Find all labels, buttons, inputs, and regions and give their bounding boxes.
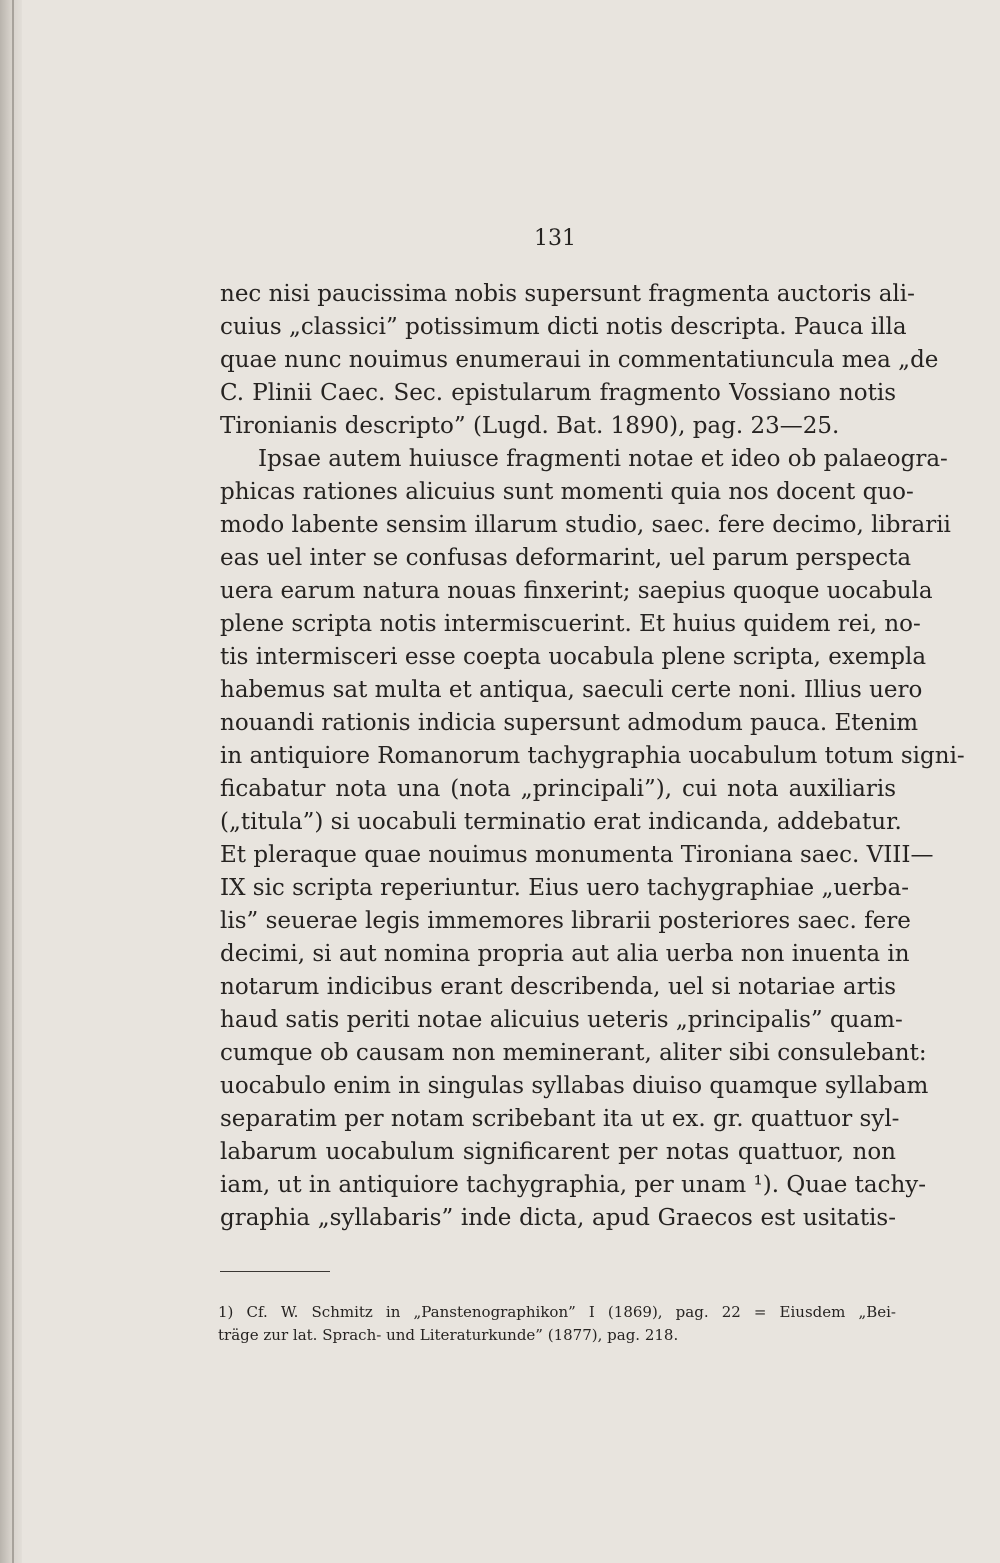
- footnote-line: 1) Cf. W. Schmitz in „Panstenographikon” I (1869), pag. 22 = Eiusdem „Bei-: [218, 1303, 896, 1321]
- text-line: modo labente sensim illarum studio, saec. fere decimo, librarii: [220, 512, 951, 538]
- text-line: decimi, si aut nomina propria aut alia uerba non inuenta in: [220, 941, 910, 967]
- text-line: notarum indicibus erant describenda, uel si notariae artis: [220, 974, 896, 1000]
- text-line: lis” seuerae legis immemores librarii posteriores saec. fere: [220, 908, 911, 934]
- footnote-rule: [220, 1271, 330, 1272]
- text-line: ficabatur nota una (nota „principali”), cui nota auxiliaris: [220, 776, 896, 802]
- page-binding-edge: [0, 0, 22, 1563]
- paragraph-first-line: Ipsae autem huiusce fragmenti notae et ideo ob palaeogra-: [258, 446, 948, 472]
- text-line: cumque ob causam non meminerant, aliter sibi consulebant:: [220, 1040, 927, 1066]
- binding-crease: [12, 0, 14, 1563]
- text-line: quae nunc nouimus enumeraui in commentatiuncula mea „de: [220, 347, 939, 373]
- footnote-line: träge zur lat. Sprach- und Literaturkunde” (1877), pag. 218.: [218, 1326, 679, 1344]
- paragraph-last-line: Tironianis descripto” (Lugd. Bat. 1890), pag. 23—25.: [220, 413, 840, 439]
- text-line: nec nisi paucissima nobis supersunt fragmenta auctoris ali-: [220, 281, 915, 307]
- text-line: Et pleraque quae nouimus monumenta Tironiana saec. VIII—: [220, 842, 934, 868]
- text-line: eas uel inter se confusas deformarint, uel parum perspecta: [220, 545, 912, 571]
- text-line: habemus sat multa et antiqua, saeculi certe noni. Illius uero: [220, 677, 923, 703]
- text-line: separatim per notam scribebant ita ut ex. gr. quattuor syl-: [220, 1106, 900, 1132]
- text-line: labarum uocabulum significarent per notas quattuor, non: [220, 1139, 896, 1165]
- text-line: nouandi rationis indicia supersunt admodum pauca. Etenim: [220, 710, 919, 736]
- text-line: cuius „classici” potissimum dicti notis descripta. Pauca illa: [220, 314, 907, 340]
- text-line: IX sic scripta reperiuntur. Eius uero tachygraphiae „uerba-: [220, 875, 910, 901]
- text-line: tis intermisceri esse coepta uocabula plene scripta, exempla: [220, 644, 927, 670]
- text-line: C. Plinii Caec. Sec. epistularum fragmento Vossiano notis: [220, 380, 896, 406]
- text-line: in antiquiore Romanorum tachygraphia uocabulum totum signi-: [220, 743, 965, 769]
- text-line: graphia „syllabaris” inde dicta, apud Graecos est usitatis-: [220, 1205, 896, 1231]
- text-line: uocabulo enim in singulas syllabas diuiso quamque syllabam: [220, 1073, 929, 1099]
- text-line: iam, ut in antiquiore tachygraphia, per unam ¹). Quae tachy-: [220, 1172, 927, 1198]
- text-line: phicas rationes alicuius sunt momenti quia nos docent quo-: [220, 479, 914, 505]
- text-line: haud satis periti notae alicuius ueteris „principalis” quam-: [220, 1007, 903, 1033]
- text-line: uera earum natura nouas finxerint; saepius quoque uocabula: [220, 578, 933, 604]
- text-line: („titula”) si uocabuli terminatio erat indicanda, addebatur.: [220, 809, 902, 835]
- text-line: plene scripta notis intermiscuerint. Et huius quidem rei, no-: [220, 611, 921, 637]
- page-number: 131: [534, 226, 576, 251]
